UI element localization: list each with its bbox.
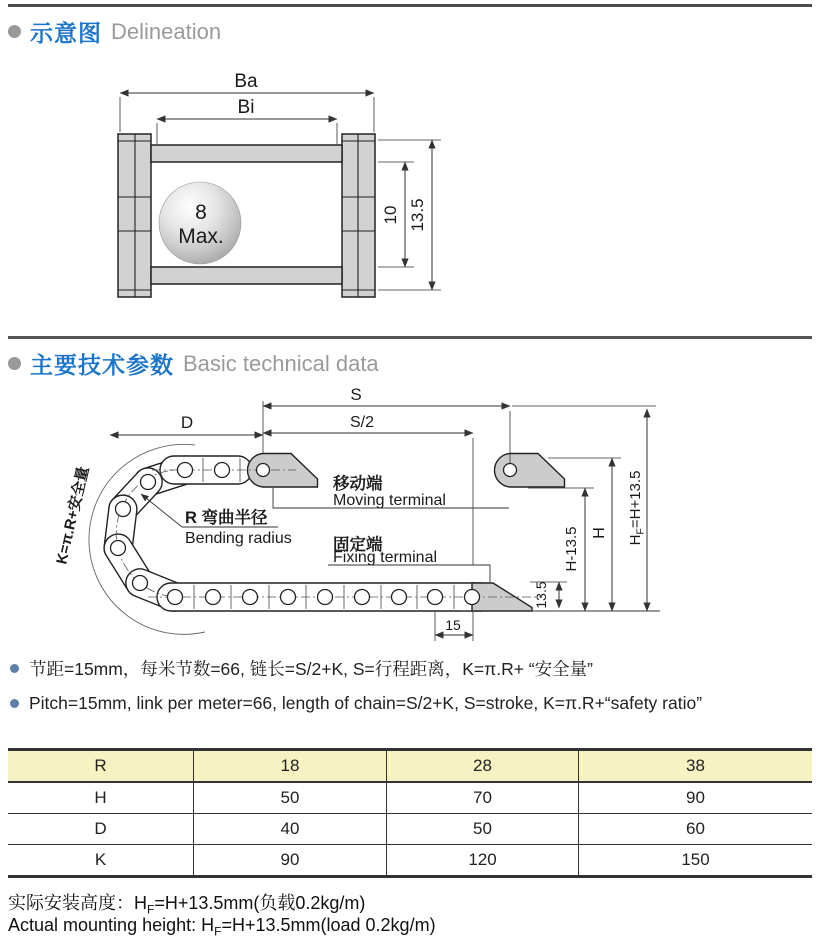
dim-label-h: H xyxy=(591,527,608,539)
note-pitch-en xyxy=(10,693,702,714)
table-row-d xyxy=(8,814,812,845)
section-title-zh: 主要技术参数 xyxy=(30,352,174,378)
fixing-terminal-label-en: Fixing terminal xyxy=(333,549,438,566)
dim-label-13-5: 13.5 xyxy=(408,198,427,232)
mounting-height-note-en xyxy=(8,915,436,939)
footer-en-rest: =H+13.5mm(load 0.2kg/m) xyxy=(221,915,436,935)
section-technical-header xyxy=(8,347,379,380)
dim-label-bi: Bi xyxy=(237,97,255,118)
section-title-en: Basic technical data xyxy=(183,350,379,376)
fixing-terminal-label-zh: 固定端 xyxy=(333,536,383,554)
dim-label-h-minus: H-13.5 xyxy=(563,526,580,572)
row-label: K xyxy=(94,850,107,869)
section-title-en: Delineation xyxy=(111,18,222,44)
drag-chain-diagram xyxy=(0,385,820,655)
mounting-height-note-zh xyxy=(8,889,365,917)
moving-terminal-label-en: Moving terminal xyxy=(333,492,446,509)
note-bullet-icon xyxy=(10,699,19,708)
bottom-crossbar xyxy=(151,267,342,284)
bending-radius-label-en: Bending radius xyxy=(185,530,292,547)
note-pitch-zh xyxy=(10,656,593,681)
row-value: 90 xyxy=(578,783,812,813)
k-formula-label: K=π.R+安全量 xyxy=(53,464,93,566)
radius-parameter-table xyxy=(8,748,812,878)
footer-zh-prefix: 实际安装高度：H xyxy=(8,893,147,913)
row-value: 60 xyxy=(578,814,812,844)
dim-label-d: D xyxy=(180,413,194,432)
section-delineation-header xyxy=(8,15,221,48)
moving-terminal-label-zh: 移动端 xyxy=(333,475,383,493)
row-value: 70 xyxy=(386,783,578,813)
section-bullet-icon xyxy=(8,25,21,38)
table-row-h xyxy=(8,783,812,814)
row-value: 120 xyxy=(386,845,578,875)
top-crossbar xyxy=(151,145,342,162)
ext-lines xyxy=(120,97,441,290)
table-header-value: 38 xyxy=(578,751,812,781)
table-header-row xyxy=(8,751,812,783)
section-divider-line xyxy=(8,336,812,339)
footer-en-sub: F xyxy=(214,924,222,939)
table-header-r: R xyxy=(94,756,107,775)
table-header-value: 18 xyxy=(193,751,386,781)
dim-label-10: 10 xyxy=(381,205,400,225)
row-value: 90 xyxy=(193,845,386,875)
dim-label-end-135: 13.5 xyxy=(533,581,549,609)
dim-label-s-half: S/2 xyxy=(349,414,375,431)
table-row-k xyxy=(8,845,812,875)
row-value: 40 xyxy=(193,814,386,844)
note-text-en: Pitch=15mm, link per meter=66, length of chain=S/2+K, S=stroke, K=π.R+“safety ratio” xyxy=(29,693,703,713)
note-bullet-icon xyxy=(10,664,19,673)
footer-zh-sub: F xyxy=(147,902,155,917)
row-value: 50 xyxy=(386,814,578,844)
footer-en-prefix: Actual mounting height: H xyxy=(8,915,215,935)
top-border-line xyxy=(8,4,812,7)
footer-zh-rest: =H+13.5mm(负载0.2kg/m) xyxy=(154,893,366,913)
section-title-zh: 示意图 xyxy=(30,20,102,46)
dim-label-hf: $H_F=H+13.5$ xyxy=(627,470,647,546)
dim-label-ba: Ba xyxy=(234,71,258,92)
dim-lines xyxy=(120,93,432,290)
cross-section-diagram xyxy=(0,60,820,312)
row-value: 50 xyxy=(193,783,386,813)
note-text-zh: 节距=15mm，每米节数=66, 链长=S/2+K, S=行程距离，K=π.R+ “安全量” xyxy=(29,659,593,679)
table-header-value: 28 xyxy=(386,751,578,781)
ball-max-label: Max. xyxy=(178,225,224,248)
centerlines xyxy=(116,470,542,597)
ball-diameter-label: 8 xyxy=(195,201,207,224)
row-label: H xyxy=(94,788,107,807)
dim-label-s: S xyxy=(350,385,362,404)
section-bullet-icon xyxy=(8,357,21,370)
dim-label-pitch-15: 15 xyxy=(445,617,461,633)
bending-radius-label-zh: R 弯曲半径 xyxy=(185,509,268,527)
row-label: D xyxy=(94,819,107,838)
row-value: 150 xyxy=(578,845,812,875)
